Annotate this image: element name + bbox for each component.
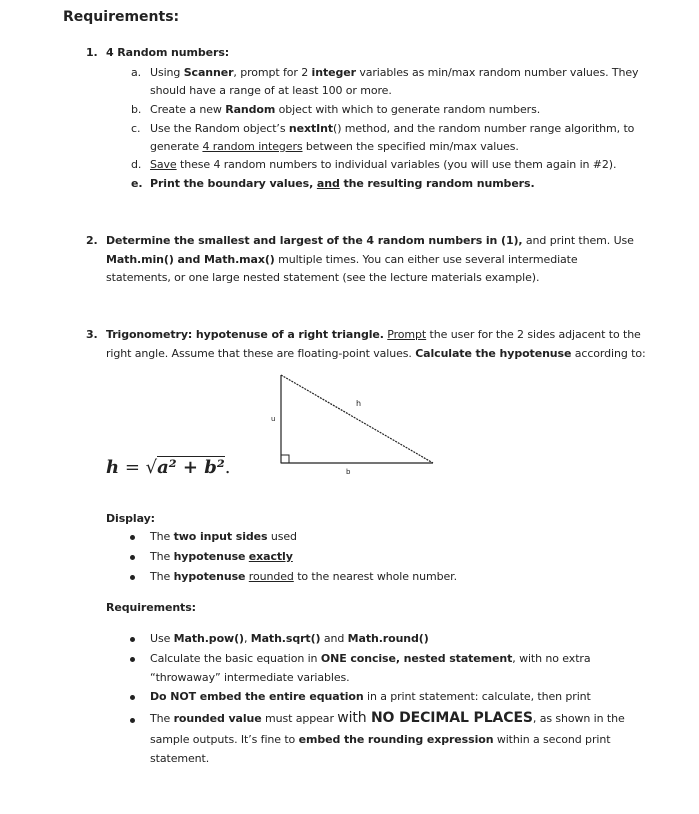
requirements-label: Requirements:: [106, 601, 196, 614]
section-3-line2: right angle. Assume that these are floating-point values. Calculate the hypotenuse according to:: [106, 347, 646, 360]
display-item-3: The hypotenuse rounded to the nearest whole number.: [150, 570, 457, 583]
section-2-line1: Determine the smallest and largest of the 4 random numbers in (1), and print them. Use: [106, 234, 634, 247]
section-2-line2: Math.min() and Math.max() multiple times. You can either use several intermediate: [106, 253, 578, 266]
item-1d-line1: Save these 4 random numbers to individual variables (you will use them again in #2).: [150, 158, 617, 171]
item-1d-letter: d.: [131, 158, 142, 171]
bullet-icon: [130, 718, 135, 723]
item-1c-line1: Use the Random object’s nextInt() method, and the random number range algorithm, to: [150, 122, 635, 135]
section-3-number: 3.: [86, 328, 98, 341]
item-1e-letter: e.: [131, 177, 143, 190]
bullet-icon: [130, 637, 135, 642]
requirement-item-4-line3: statement.: [150, 752, 210, 765]
requirement-item-4-line1: The rounded value must appear with NO DECIMAL PLACES, as shown in the: [150, 710, 625, 726]
triangle-hypotenuse: [281, 375, 433, 463]
item-1a-line1: Using Scanner, prompt for 2 integer variables as min/max random number values. They: [150, 66, 639, 79]
item-1b-letter: b.: [131, 103, 142, 116]
section-1-heading: 4 Random numbers:: [106, 46, 230, 59]
item-1c-letter: c.: [131, 122, 141, 135]
side-label: u: [271, 415, 276, 423]
section-1-number: 1.: [86, 46, 98, 59]
bullet-icon: [130, 695, 135, 700]
item-1a-letter: a.: [131, 66, 142, 79]
item-1b-line1: Create a new Random object with which to generate random numbers.: [150, 103, 541, 116]
bullet-icon: [130, 555, 135, 560]
item-1a-line2: should have a range of at least 100 or more.: [150, 84, 392, 97]
bullet-icon: [130, 575, 135, 580]
hypotenuse-formula: h = √a² + b².: [106, 457, 231, 478]
item-1e-line1: Print the boundary values, and the resulting random numbers.: [150, 177, 535, 190]
base-label: b: [346, 468, 351, 476]
requirement-item-1: Use Math.pow(), Math.sqrt() and Math.round(): [150, 632, 429, 645]
bullet-icon: [130, 535, 135, 540]
requirement-item-3: Do NOT embed the entire equation in a print statement: calculate, then print: [150, 690, 591, 703]
display-label: Display:: [106, 512, 155, 525]
requirement-item-2-line2: “throwaway” intermediate variables.: [150, 671, 350, 684]
section-2-line3: statements, or one large nested statement (see the lecture materials example).: [106, 271, 540, 284]
bullet-icon: [130, 657, 135, 662]
section-3-line1: Trigonometry: hypotenuse of a right triangle. Prompt the user for the 2 sides adjacent to the: [106, 328, 641, 341]
section-2-number: 2.: [86, 234, 98, 247]
right-angle-marker: [281, 455, 289, 463]
hypotenuse-label: h: [356, 399, 362, 408]
display-item-2: The hypotenuse exactly: [150, 550, 293, 563]
display-item-1: The two input sides used: [150, 530, 297, 543]
page-title: Requirements:: [63, 9, 180, 25]
requirement-item-2-line1: Calculate the basic equation in ONE concise, nested statement, with no extra: [150, 652, 591, 665]
requirement-item-4-line2: sample outputs. It’s fine to embed the rounding expression within a second print: [150, 733, 611, 746]
item-1c-line2: generate 4 random integers between the specified min/max values.: [150, 140, 519, 153]
